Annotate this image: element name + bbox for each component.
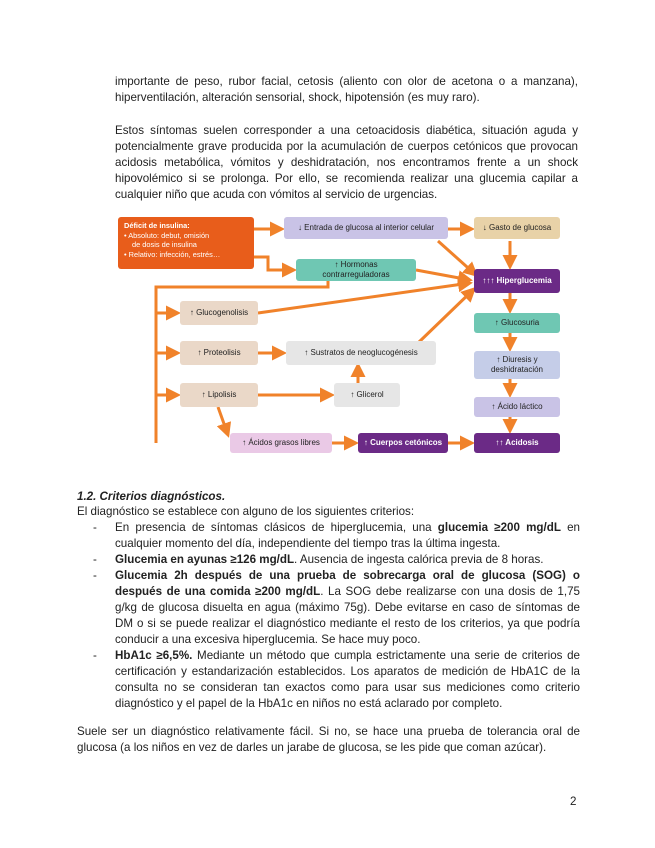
final-paragraph: Suele ser un diagnóstico relativamente fácil. Si no, se hace una prueba de tolerancia oral de glucosa (a los niños en vez de darles un jarabe de glucosa, se les pide que coman azúcar). [77,725,580,754]
list-dash: - [93,521,97,534]
item2-bold: Glucemia en ayunas ≥126 mg/dL [115,553,295,566]
proteolisis-box: ↑ Proteolisis [180,341,258,365]
deficit-line2: de dosis de insulina [132,240,197,249]
list-item [93,552,580,568]
cuerpos-cetonicos-box: ↑ Cuerpos cetónicos [358,433,448,453]
criterios-intro: El diagnóstico se establece con alguno de los siguientes criterios: [77,505,415,518]
item3-bold: Glucemia 2h después de una prueba de sobrecarga oral de glucosa (SOG) o después de una comida ≥200 mg/dL [115,569,580,598]
deficit-title: Déficit de insulina: [124,221,190,230]
item1-bold: glucemia ≥200 mg/dL [437,521,561,534]
hormonas-box: ↑ Hormonas contrarreguladoras [296,259,416,281]
diuresis-box [474,351,560,379]
arrow-hormonas-hiper [416,270,470,280]
criterios-list [93,520,580,712]
deficit-line3: • Relativo: infección, estrés… [124,249,221,259]
list-item [93,568,580,648]
arrow-entrada-hiper [438,241,476,275]
lipolisis-box: ↑ Lipolisis [180,383,258,407]
item3-text: . La SOG debe realizarse con una dosis de 1,75 g/kg de glucosa disuelta en agua (máximo 75g). Debe evitarse en caso de síntomas de DM o si se puede realizar el diagnóstico mediante el resto de los criterios, ya que podría conducir a una excesiva hiperglucemia. Se hace muy poco. [115,585,580,646]
glucosuria-box: ↑ Glucosuria [474,313,560,333]
ketoacidosis-diagram [118,213,580,469]
acidos-grasos-box: ↑ Ácidos grasos libres [230,433,332,453]
list-dash: - [93,649,97,662]
sustratos-box: ↑ Sustratos de neoglucogénesis [286,341,436,365]
glucogenolisis-box: ↑ Glucogenolisis [180,301,258,325]
list-item [93,648,580,712]
arrow-deficit-hormonas [254,257,294,270]
page-number: 2 [570,795,577,808]
diuresis-line1: ↑ Diuresis y [496,355,538,364]
deficit-line1: • Absoluto: debut, omisión [124,230,210,240]
list-dash: - [93,569,97,582]
deficit-insulina-box [118,217,254,269]
item2-text: . Ausencia de ingesta calórica previa de 8 horas. [294,553,544,566]
hiperglucemia-box: ↑↑↑ Hiperglucemia [474,269,560,293]
arrow-lipolisis-acidos [218,407,228,435]
item4-bold: HbA1c ≥6,5%. [115,649,193,662]
list-dash: - [93,553,97,566]
list-item [93,520,580,552]
acidosis-box: ↑↑ Acidosis [474,433,560,453]
item4-text: Mediante un método que cumpla estrictamente una serie de criterios de certificación y estandarización establecidos. Los aparatos de medición de HbA1C de la consulta no se consideran tan exactos como para usar sus mediciones como criterio diagnóstico y el papel de la HbA1c en niños no está aclarado por completo. [115,649,580,710]
section-title-criterios: 1.2. Criterios diagnósticos. [77,490,226,503]
glicerol-box: ↑ Glicerol [334,383,400,407]
gasto-glucosa-box: ↓ Gasto de glucosa [474,217,560,239]
cetoacidosis-paragraph: Estos síntomas suelen corresponder a una cetoacidosis diabética, situación aguda y potencialmente grave producida por la acumulación de cuerpos cetónicos que provocan acidosis metabólica, vómitos y deshidratación, nos encontramos frente a un shock hipovolémico si se prolonga. Por ello, se recomienda realizar una glucemia capilar a cualquier niño que acuda con vómitos al servicio de urgencias. [115,124,578,201]
arrow-sustratos-hiper [418,289,474,343]
entrada-glucosa-box: ↓ Entrada de glucosa al interior celular [284,217,448,239]
item1-text-a: En presencia de síntomas clásicos de hiperglucemia, una [115,521,438,534]
acido-lactico-box: ↑ Ácido láctico [474,397,560,417]
diuresis-line2: deshidratación [490,365,544,374]
continuation-paragraph: importante de peso, rubor facial, cetosis (aliento con olor de acetona o a manzana), hiperventilación, alteración sensorial, shock, hipotensión (es muy raro). [115,75,578,104]
item1-text-b: en cualquier momento del día, independiente del tiempo tras la última ingesta. [115,521,580,550]
